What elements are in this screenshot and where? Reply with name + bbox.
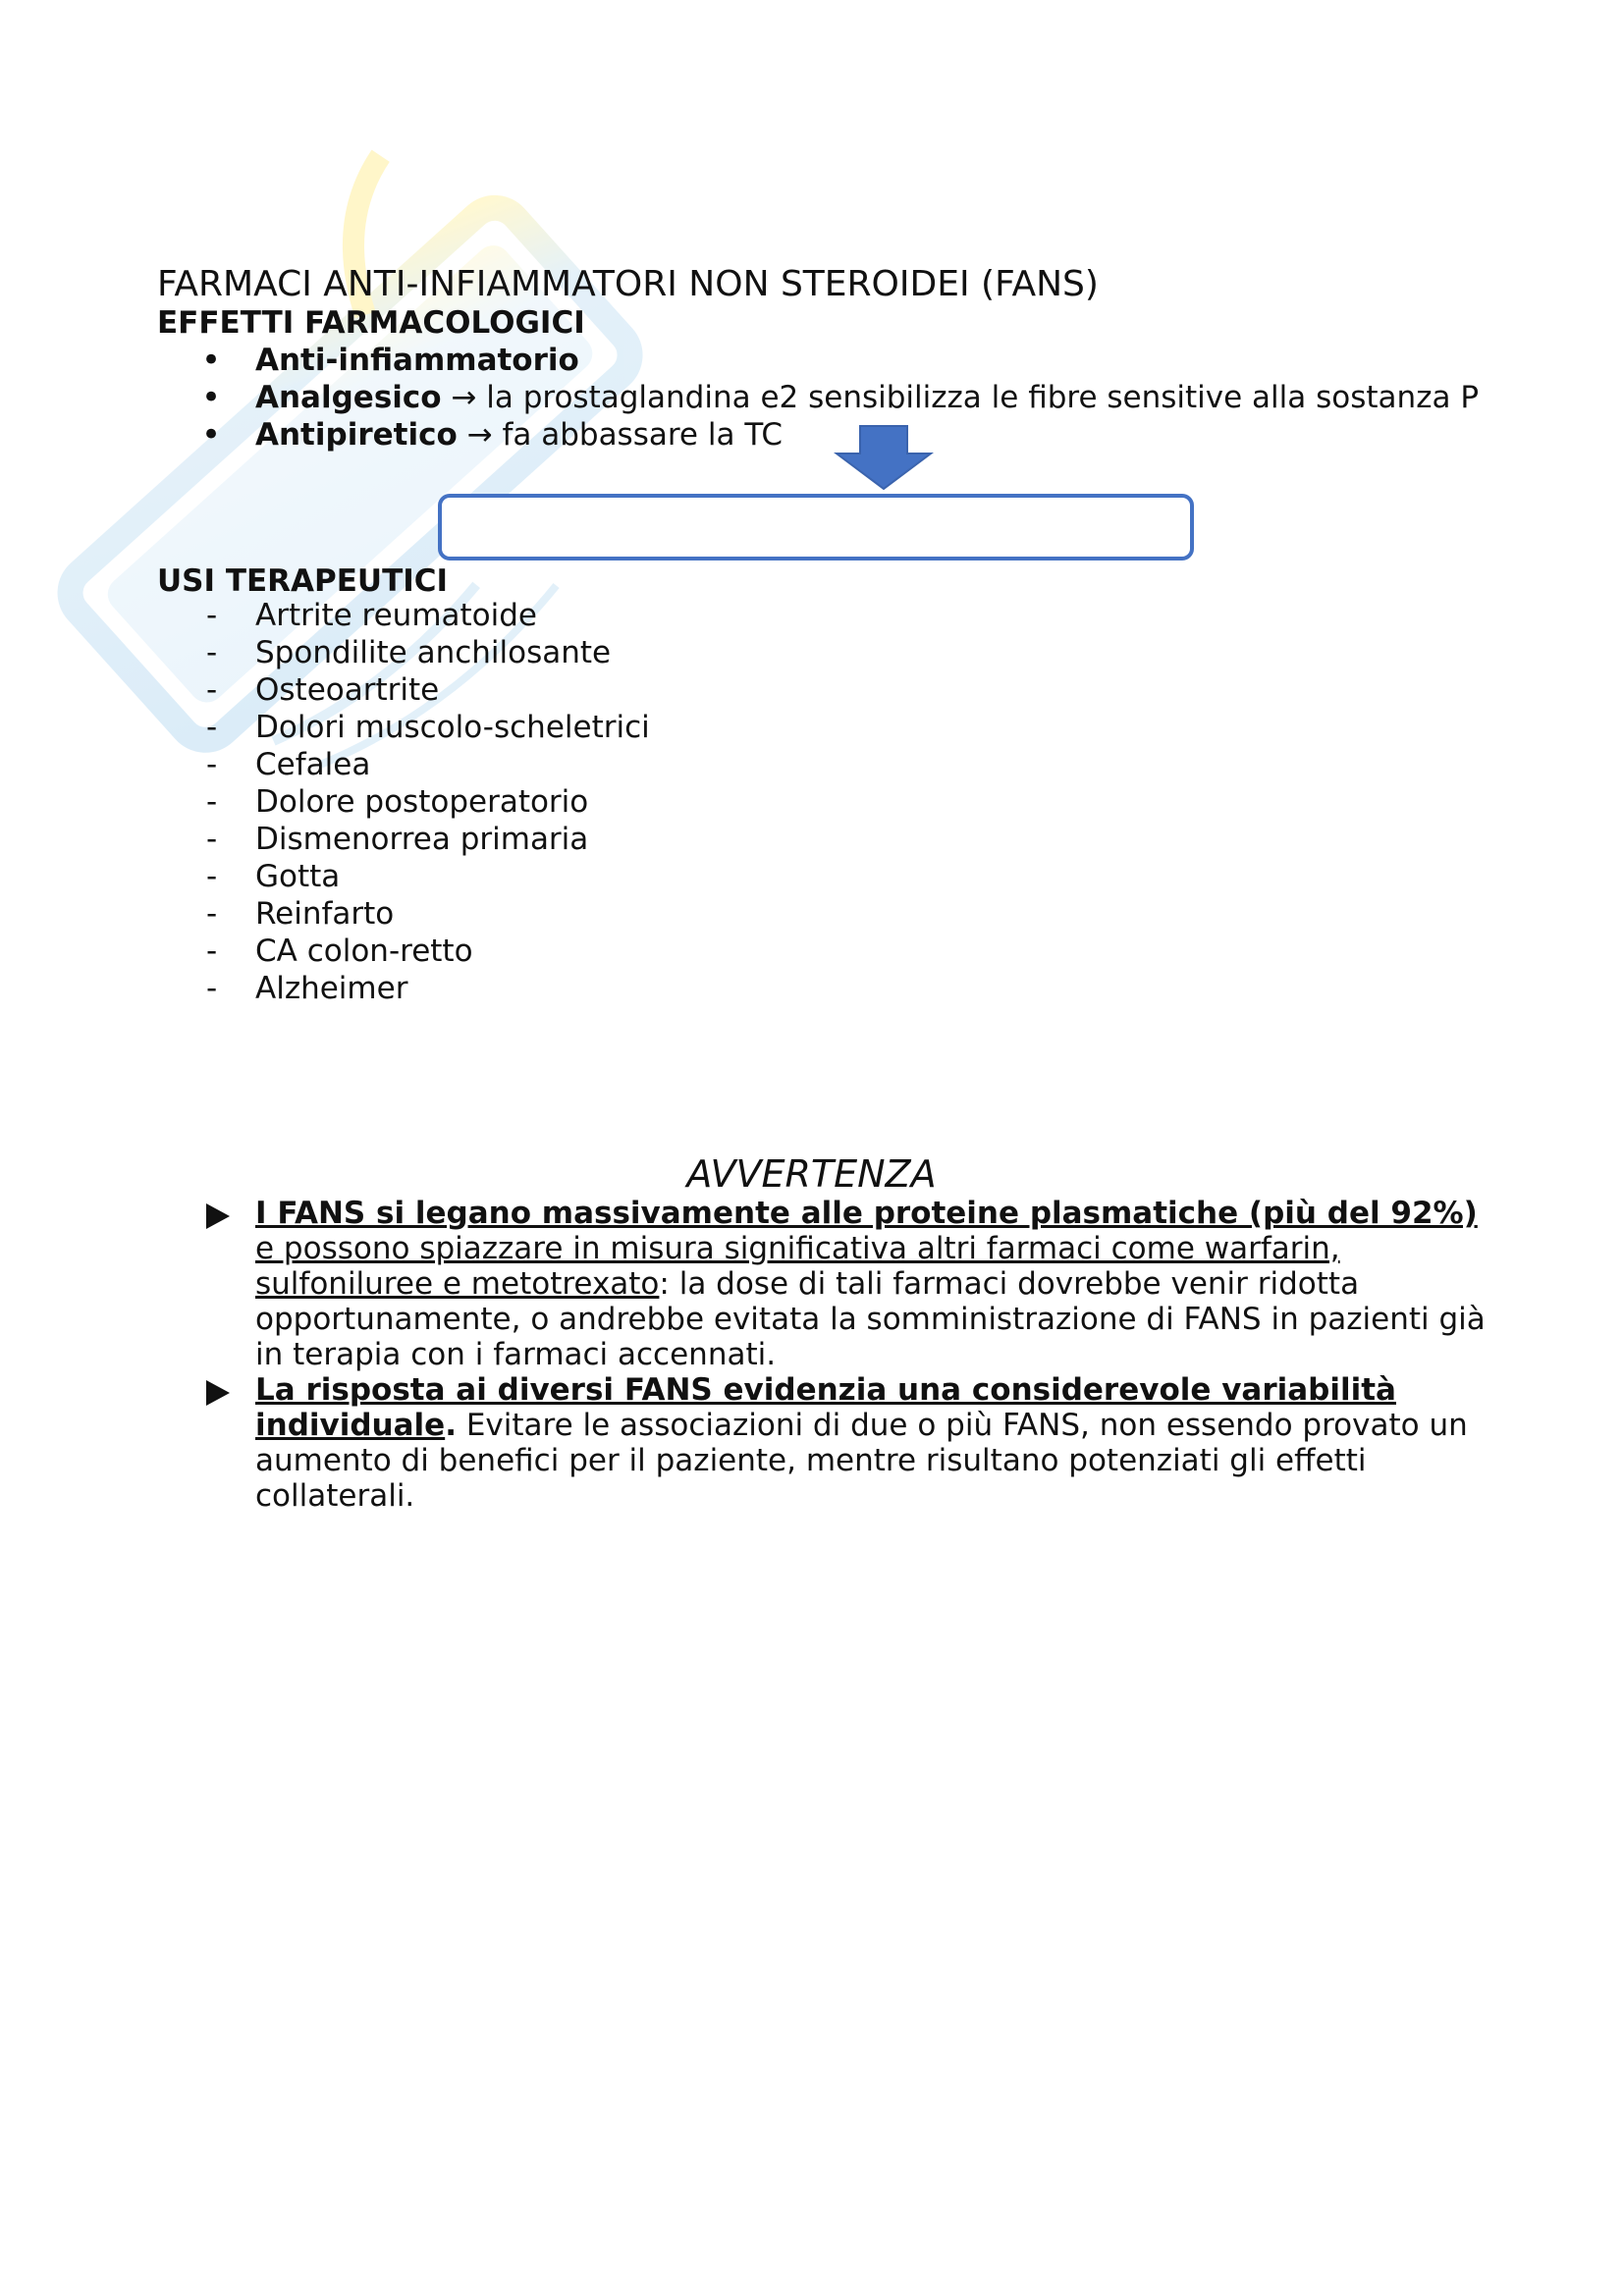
list-item-text: Alzheimer: [255, 971, 408, 1006]
warning-text: [255, 1372, 1492, 1514]
list-item-text: Reinfarto: [255, 896, 395, 932]
empty-text-box: [438, 494, 1194, 561]
avvertenza-heading: AVVERTENZA: [686, 1152, 937, 1196]
list-item-text: Dolori muscolo-scheletrici: [255, 710, 650, 745]
effetti-heading: EFFETTI FARMACOLOGICI: [157, 305, 585, 341]
list-item: - Reinfarto: [206, 896, 395, 932]
list-item: - Gotta: [206, 859, 341, 894]
down-arrow-icon: [833, 424, 935, 491]
list-item-text: Artrite reumatoide: [255, 598, 538, 633]
list-item: - CA colon-retto: [206, 934, 473, 969]
effect-term: Anti-infiammatorio: [255, 343, 579, 378]
warning-bold-underlined: La risposta ai diversi FANS evidenzia una considerevole variabilità individuale: [255, 1372, 1396, 1443]
effect-description: → fa abbassare la TC: [457, 417, 784, 453]
list-item: [157, 342, 1532, 379]
list-item: - Artrite reumatoide: [206, 598, 538, 633]
warning-rest: : la dose di tali farmaci dovrebbe venir ridotta opportunamente, o andrebbe evitata la somministrazione di FANS in pazienti già in terapia con i farmaci accennati.: [255, 1266, 1486, 1372]
triangle-bullet-icon: [206, 1203, 230, 1229]
warning-bold-underlined: I FANS si legano massivamente alle proteine plasmatiche (più del 92%): [255, 1196, 1478, 1231]
list-item: - Alzheimer: [206, 971, 408, 1006]
warning-text: [255, 1196, 1492, 1372]
list-item-text: Osteoartrite: [255, 672, 440, 708]
list-item: - Dolori muscolo-scheletrici: [206, 710, 650, 745]
list-item-text: [255, 379, 1479, 416]
usi-list: [157, 597, 1139, 1007]
list-item-text: [255, 416, 783, 454]
list-item-text: Gotta: [255, 859, 341, 894]
warning-rest: Evitare le associazioni di due o più FANS, non essendo provato un aumento di benefici per il paziente, mentre risultano potenziati gli effetti collaterali.: [255, 1408, 1468, 1514]
list-item-text: Dolore postoperatorio: [255, 784, 589, 820]
bullet-dot-icon: •: [201, 341, 222, 380]
list-item-text: Cefalea: [255, 747, 371, 782]
effect-term: Antipiretico: [255, 417, 458, 453]
list-item: - Dismenorrea primaria: [206, 822, 589, 857]
warning-bold: .: [445, 1408, 457, 1443]
list-item: - Spondilite anchilosante: [206, 635, 612, 670]
bullet-dot-icon: •: [201, 378, 222, 417]
triangle-bullet-icon: [206, 1380, 230, 1406]
bullet-dot-icon: •: [201, 415, 222, 454]
list-item-text: Dismenorrea primaria: [255, 822, 589, 857]
page-title: FARMACI ANTI-INFIAMMATORI NON STEROIDEI (FANS): [157, 264, 1099, 304]
list-item-text: Spondilite anchilosante: [255, 635, 612, 670]
effect-description: → la prostaglandina e2 sensibilizza le fibre sensitive alla sostanza P: [441, 380, 1480, 415]
list-item: - Dolore postoperatorio: [206, 784, 589, 820]
list-item: - Cefalea: [206, 747, 371, 782]
list-item-text: CA colon-retto: [255, 934, 473, 969]
usi-heading: USI TERAPEUTICI: [157, 563, 449, 599]
warning-item: [157, 1196, 1492, 1372]
list-item: - Osteoartrite: [206, 672, 440, 708]
warning-item: [157, 1372, 1492, 1514]
effect-term: Analgesico: [255, 380, 442, 415]
list-item-text: [255, 342, 579, 379]
warning-underlined: e possono spiazzare in misura significativa altri farmaci come warfarin, sulfoniluree e metotrexato: [255, 1231, 1340, 1302]
list-item: [157, 379, 1532, 416]
